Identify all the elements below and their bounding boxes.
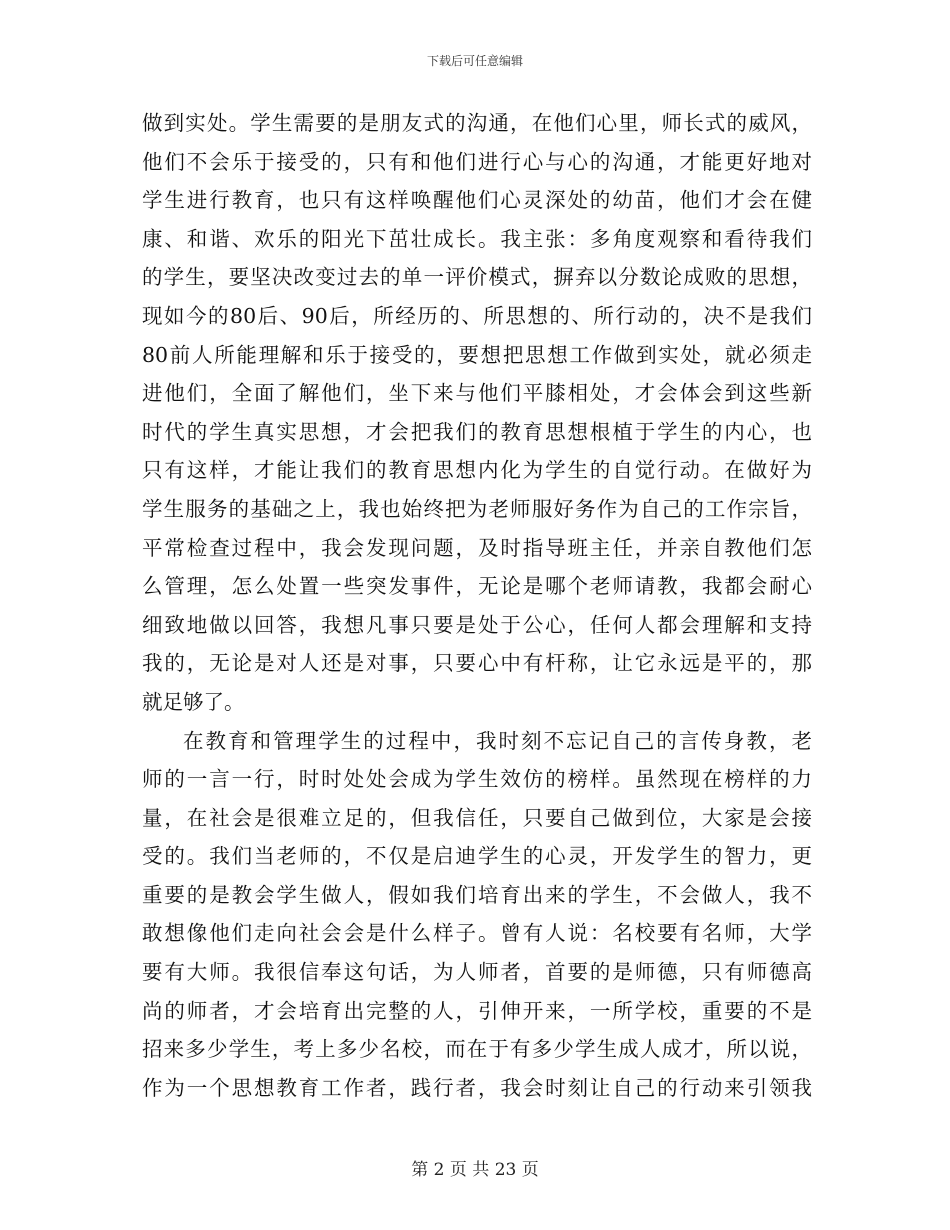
text-line: 重要的是教会学生做人，假如我们培育出来的学生，不会做人，我不: [142, 882, 812, 907]
text-line: 平常检查过程中，我会发现问题，及时指导班主任，并亲自教他们怎: [142, 535, 812, 560]
text-line: 学生进行教育，也只有这样唤醒他们心灵深处的幼苗，他们才会在健: [142, 188, 812, 213]
text-line: 受的。我们当老师的，不仅是启迪学生的心灵，开发学生的智力，更: [142, 844, 812, 869]
text-line: 敢想像他们走向社会会是什么样子。曾有人说：名校要有名师，大学: [142, 921, 812, 946]
footer-total-word: 共: [472, 1160, 490, 1180]
footer-total-pages: 23: [494, 1160, 517, 1180]
text-line: 作为一个思想教育工作者，践行者，我会时刻让自己的行动来引领我: [142, 1075, 812, 1100]
page-header: 下载后可任意编辑: [426, 54, 523, 68]
footer-current-page: 2: [433, 1160, 445, 1180]
text-line: 量，在社会是很难立足的，但我信任，只要自己做到位，大家是会接: [142, 805, 812, 830]
text-line: 学生服务的基础之上，我也始终把为老师服好务作为自己的工作宗旨，: [142, 496, 812, 521]
text-line: 进他们，全面了解他们，坐下来与他们平膝相处，才会体会到这些新: [142, 381, 812, 406]
text-line: 我的，无论是对人还是对事，只要心中有杆称，让它永远是平的，那: [142, 651, 812, 676]
text-line: 就足够了。: [142, 689, 245, 714]
page-footer: [0, 1155, 950, 1180]
text-line: 时代的学生真实思想，才会把我们的教育思想根植于学生的内心，也: [142, 419, 812, 444]
text-line: 80前人所能理解和乐于接受的，要想把思想工作做到实处，就必须走: [142, 342, 812, 367]
footer-suffix: 页: [521, 1160, 539, 1180]
text-line: 尚的师者，才会培育出完整的人，引伸开来，一所学校，重要的不是: [142, 998, 812, 1023]
text-line: 康、和谐、欢乐的阳光下茁壮成长。我主张：多角度观察和看待我们: [142, 226, 812, 251]
text-line: 现如今的80后、90后，所经历的、所思想的、所行动的，决不是我们: [142, 303, 812, 328]
text-line: 他们不会乐于接受的，只有和他们进行心与心的沟通，才能更好地对: [142, 149, 812, 174]
text-line: 只有这样，才能让我们的教育思想内化为学生的自觉行动。在做好为: [142, 458, 812, 483]
document-body: [142, 104, 812, 1107]
text-line: 师的一言一行，时时处处会成为学生效仿的榜样。虽然现在榜样的力: [142, 767, 812, 792]
text-line: 细致地做以回答，我想凡事只要是处于公心，任何人都会理解和支持: [142, 612, 812, 637]
footer-prefix: 第: [411, 1160, 429, 1180]
text-line: 做到实处。学生需要的是朋友式的沟通，在他们心里，师长式的威风，: [142, 111, 812, 135]
text-line: 的学生，要坚决改变过去的单一评价模式，摒弃以分数论成败的思想，: [142, 265, 812, 290]
text-line: 在教育和管理学生的过程中，我时刻不忘记自己的言传身教，老: [183, 728, 812, 753]
text-line: 么管理，怎么处置一些突发事件，无论是哪个老师请教，我都会耐心: [142, 574, 812, 599]
text-line: 要有大师。我很信奉这句话，为人师者，首要的是师德，只有师德高: [142, 960, 812, 985]
text-line: 招来多少学生，考上多少名校，而在于有多少学生成人成才，所以说，: [142, 1037, 812, 1062]
footer-page-word: 页: [449, 1160, 467, 1180]
